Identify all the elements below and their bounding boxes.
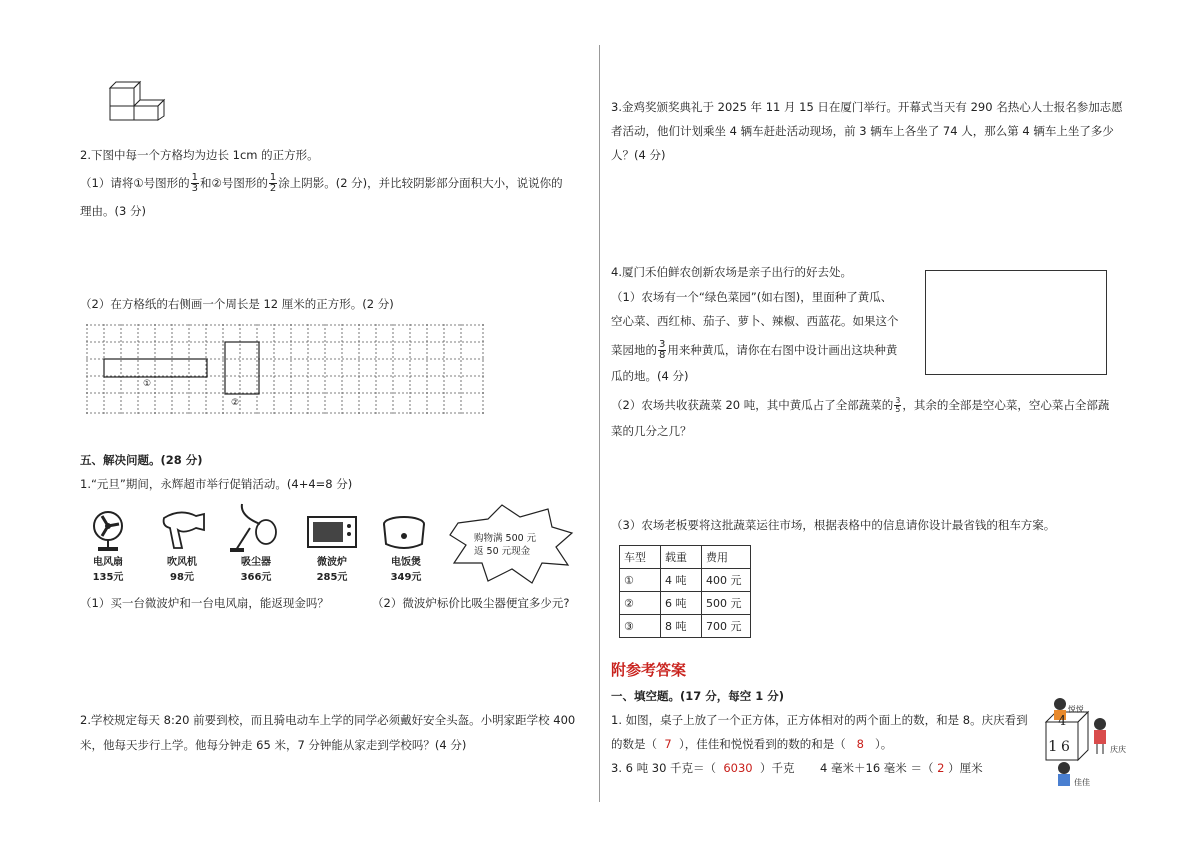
answers-title: 附参考答案 bbox=[611, 661, 687, 679]
q3-line3: 人？(4 分) bbox=[611, 148, 666, 162]
vacuum-icon bbox=[230, 502, 280, 554]
q4-part2-line1-b: ，其余的全部是空心菜，空心菜占全部蔬 bbox=[902, 398, 1110, 412]
product-price-fan: 135元 bbox=[92, 572, 124, 583]
table-cell: 8 吨 bbox=[661, 615, 702, 638]
table-header-cell: 载重 bbox=[661, 546, 702, 569]
q2-part2: （2）在方格纸的右侧画一个周长是 12 厘米的正方形。(2 分) bbox=[80, 297, 394, 311]
promo-text bbox=[474, 532, 536, 558]
q2-part1-text-b: 和②号图形的 bbox=[200, 176, 268, 190]
hair-dryer-icon bbox=[160, 508, 208, 552]
table-header-cell: 费用 bbox=[702, 546, 751, 569]
answer3-text-c: 4 毫米＋16 毫米 ＝（ bbox=[820, 761, 934, 775]
product-name-microwave: 微波炉 bbox=[317, 557, 347, 568]
answer1-text-b: ），佳佳和悦悦看到的数的和是（ bbox=[678, 737, 846, 751]
shape-1-label: ① bbox=[143, 379, 152, 389]
answer3-text-a: 3. 6 吨 30 千克＝（ bbox=[611, 761, 717, 775]
cube-face-left: 1 bbox=[1048, 737, 1058, 755]
q2-title: 2.下图中每一个方格均为边长 1cm 的正方形。 bbox=[80, 148, 319, 162]
q1-sub1: （1）买一台微波炉和一台电风扇，能返现金吗？ bbox=[80, 596, 329, 610]
product-name-dryer: 吹风机 bbox=[167, 557, 197, 568]
rice-cooker-icon bbox=[379, 514, 429, 552]
q2-part1-text-a: （1）请将①号图形的 bbox=[80, 176, 190, 190]
microwave-icon bbox=[306, 515, 358, 551]
q4-part2-line1 bbox=[611, 397, 1109, 414]
product-name-vacuum: 吸尘器 bbox=[241, 557, 271, 568]
frac-num: 1 bbox=[191, 172, 199, 183]
product-price-vacuum: 366元 bbox=[240, 572, 272, 583]
product-price-dryer: 98元 bbox=[170, 572, 194, 583]
q2-part1-line2: 理由。(3 分) bbox=[80, 204, 146, 218]
q2-walk-line2: 米，他每天步行上学。他每分钟走 65 米，7 分钟能从家走到学校吗？(4 分) bbox=[80, 738, 467, 752]
table-cell: 700 元 bbox=[702, 615, 751, 638]
q4-part2-line2: 菜的几分之几？ bbox=[611, 424, 692, 438]
answer1-value-1: 7 bbox=[664, 737, 672, 751]
q3-line1: 3.金鸡奖颁奖典礼于 2025 年 11 月 15 日在厦门举行。开幕式当天有 290 名热心人士报名参加志愿 bbox=[611, 100, 1123, 114]
table-cell: 6 吨 bbox=[661, 592, 702, 615]
vehicle-rental-table bbox=[619, 545, 751, 638]
stacked-cubes-figure bbox=[104, 70, 170, 122]
q2-part1-text-c: 涂上阴影。(2 分)，并比较阴影部分面积大小，说说你的 bbox=[278, 176, 563, 190]
table-header-row bbox=[620, 546, 751, 569]
fan-icon bbox=[88, 510, 128, 552]
q2-part1-line1 bbox=[80, 173, 563, 194]
section5-title: 五、解决问题。(28 分) bbox=[80, 453, 203, 467]
cube-face-top: 4 bbox=[1058, 714, 1067, 729]
product-price-rice-cooker: 349元 bbox=[390, 572, 422, 583]
frac-num: 3 bbox=[659, 339, 666, 350]
name-jiajia: 佳佳 bbox=[1074, 778, 1090, 787]
answer1-text-c: ）。 bbox=[874, 737, 893, 751]
answer3-value-1: 6030 bbox=[723, 761, 753, 775]
page-divider bbox=[599, 45, 600, 802]
q4-part1-line3-b: 用来种黄瓜，请你在右图中设计画出这块种黄 bbox=[667, 343, 898, 357]
frac-num: 3 bbox=[895, 396, 901, 405]
table-cell: ③ bbox=[620, 615, 661, 638]
shape-2-label: ② bbox=[231, 398, 240, 408]
grid-paper[interactable] bbox=[86, 324, 486, 416]
table-cell: 400 元 bbox=[702, 569, 751, 592]
frac-num: 1 bbox=[269, 172, 277, 183]
q4-title: 4.厦门禾伯鲜农创新农场是亲子出行的好去处。 bbox=[611, 265, 852, 279]
table-cell: 4 吨 bbox=[661, 569, 702, 592]
q4-part1-line3 bbox=[611, 340, 897, 361]
table-row bbox=[620, 592, 751, 615]
fraction-three-eighths bbox=[658, 340, 666, 361]
q4-part2-line1-a: （2）农场共收获蔬菜 20 吨，其中黄瓜占了全部蔬菜的 bbox=[611, 398, 894, 412]
product-price-microwave: 285元 bbox=[316, 572, 348, 583]
vegetable-garden-box[interactable] bbox=[925, 270, 1107, 375]
frac-den: 2 bbox=[269, 183, 277, 194]
answer1-line2 bbox=[611, 736, 892, 752]
table-cell: 500 元 bbox=[702, 592, 751, 615]
answer1-value-2: 8 bbox=[856, 737, 864, 751]
q4-part3: （3）农场老板要将这批蔬菜运往市场，根据表格中的信息请你设计最省钱的租车方案。 bbox=[611, 518, 1056, 532]
product-name-rice-cooker: 电饭煲 bbox=[391, 557, 421, 568]
answer3-value-2: 2 bbox=[937, 761, 945, 775]
q4-part1-line4: 瓜的地。(4 分) bbox=[611, 369, 689, 383]
fraction-three-fifths bbox=[894, 397, 901, 414]
q3-line2: 者活动，他们计划乘坐 4 辆车赶赴活动现场，前 3 辆车上各坐了 74 人，那么第 4 辆车上坐了多少 bbox=[611, 124, 1114, 138]
q4-part1-line2: 空心菜、西红柿、茄子、萝卜、辣椒、西蓝花。如果这个 bbox=[611, 314, 899, 328]
frac-den: 3 bbox=[191, 183, 199, 194]
frac-den: 8 bbox=[659, 350, 666, 361]
q2-walk-line1: 2.学校规定每天 8:20 前要到校，而且骑电动车上学的同学必须戴好安全头盔。小明家距学校 400 bbox=[80, 713, 576, 727]
fraction-one-third bbox=[191, 173, 199, 194]
answer3-line bbox=[611, 760, 983, 776]
table-row bbox=[620, 615, 751, 638]
answers-section-title: 一、填空题。(17 分，每空 1 分) bbox=[611, 689, 785, 703]
table-cell: ② bbox=[620, 592, 661, 615]
promo-line-1: 购物满 500 元 bbox=[474, 533, 537, 544]
q1-sub2: （2）微波炉标价比吸尘器便宜多少元? bbox=[372, 596, 570, 610]
frac-den: 5 bbox=[895, 405, 901, 414]
cube-face-front: 6 bbox=[1061, 739, 1070, 755]
fraction-one-half bbox=[269, 173, 277, 194]
name-qingqing: 庆庆 bbox=[1110, 745, 1126, 754]
q4-part1-line1: （1）农场有一个“绿色菜园”(如右图)，里面种了黄瓜、 bbox=[611, 290, 893, 304]
answer3-text-d: ）厘米 bbox=[948, 761, 983, 775]
product-name-fan: 电风扇 bbox=[93, 557, 123, 568]
answer1-text-a: 的数是（ bbox=[611, 737, 657, 751]
shape-2-rectangle bbox=[225, 342, 259, 394]
shape-1-rectangle bbox=[104, 359, 207, 377]
answer3-text-b: ）千克 bbox=[759, 761, 795, 775]
table-header-cell: 车型 bbox=[620, 546, 661, 569]
q4-part1-line3-a: 菜园地的 bbox=[611, 343, 657, 357]
name-yueyue: 悦悦 bbox=[1068, 705, 1084, 714]
table-row bbox=[620, 569, 751, 592]
answer1-line1: 1. 如图，桌子上放了一个正方体，正方体相对的两个面上的数，和是 8。庆庆看到 bbox=[611, 713, 1028, 727]
table-cell: ① bbox=[620, 569, 661, 592]
promo-line-2: 返 50 元现金 bbox=[474, 546, 531, 557]
q1-title: 1.“元旦”期间，永辉超市举行促销活动。(4+4=8 分) bbox=[80, 477, 353, 491]
